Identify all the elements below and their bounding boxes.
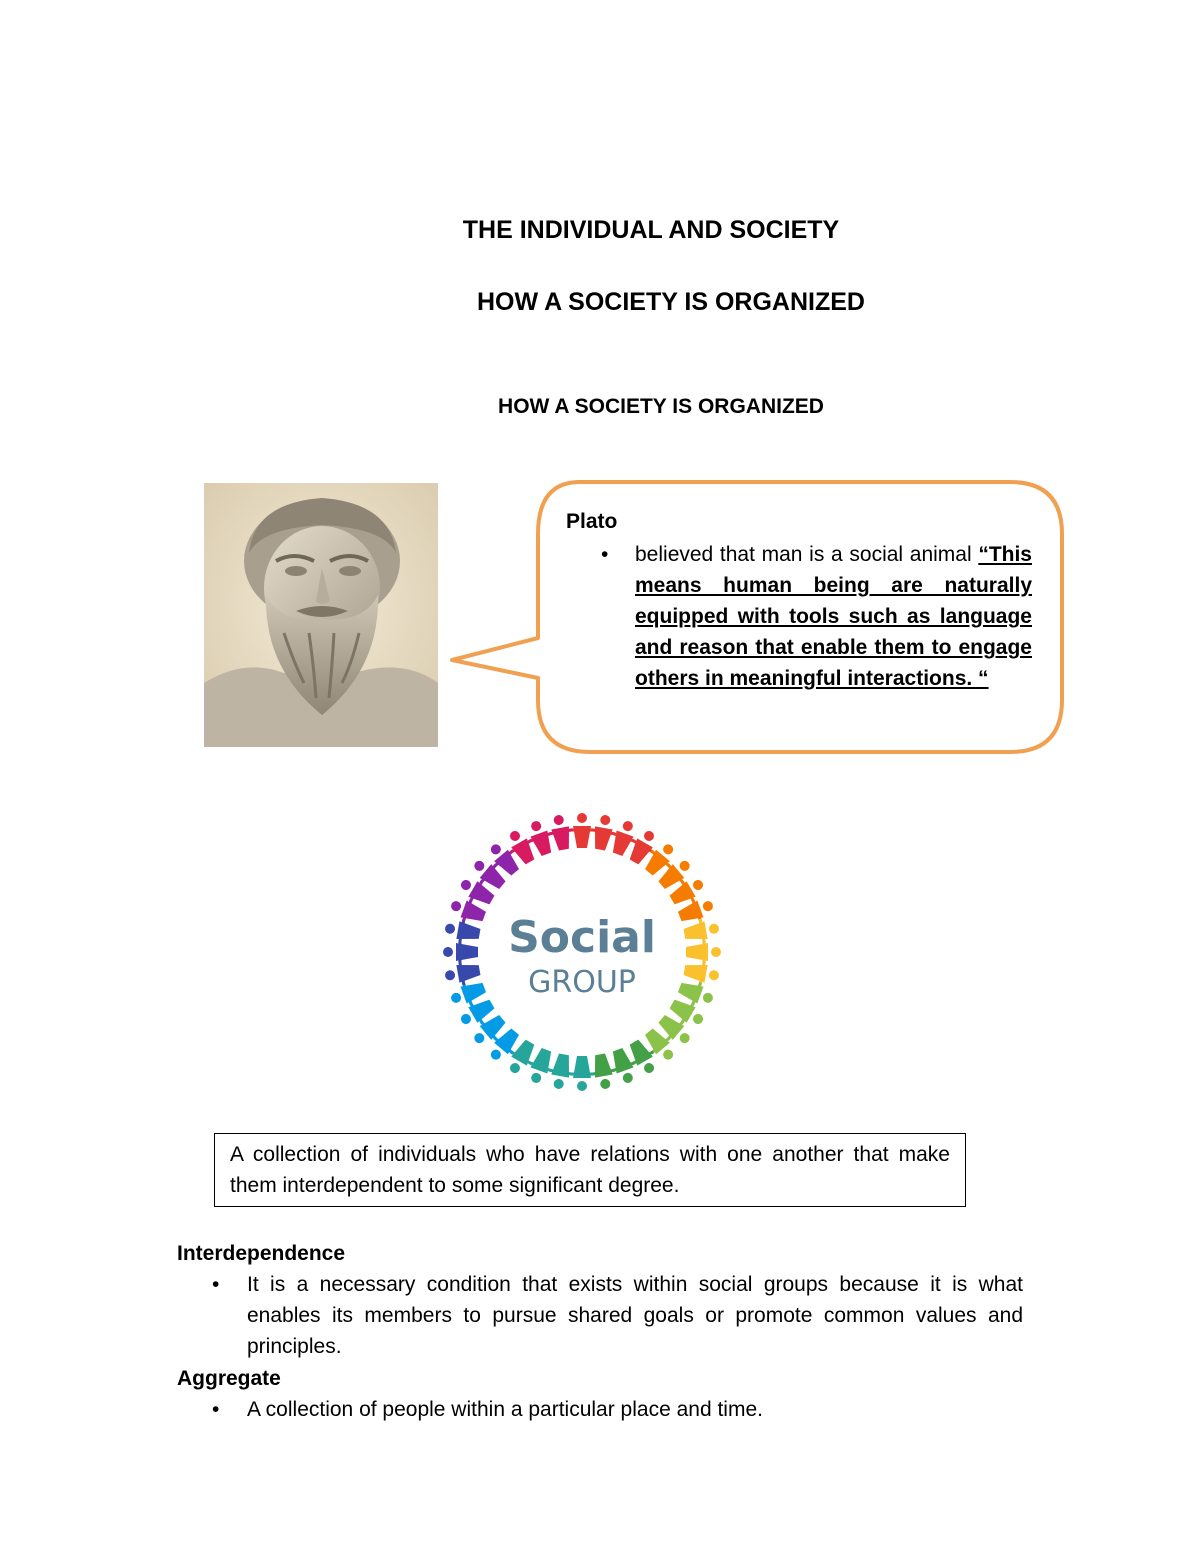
section-aggregate: [177, 1363, 1023, 1425]
social-group-logo: [436, 806, 728, 1098]
person-figure: [570, 813, 594, 848]
person-figure: [682, 916, 721, 946]
section-heading: Interdependence: [177, 1242, 346, 1265]
person-figure: [570, 1056, 594, 1091]
bullet-list: [177, 1394, 1023, 1425]
plato-quote: “This means human being are naturally equipped with tools such as language and reason that enable them to engage others in meaningful interactions. “: [635, 543, 1032, 690]
person-figure: [686, 940, 721, 964]
plato-bullet-list: [566, 539, 1032, 694]
subsection-title: HOW A SOCIETY IS ORGANIZED: [498, 395, 824, 418]
list-item: [566, 539, 1032, 694]
section-heading: Aggregate: [177, 1367, 281, 1390]
bullet-icon: •: [212, 1273, 220, 1296]
logo-word-group: GROUP: [528, 965, 636, 1000]
definition-box: A collection of individuals who have relations with one another that make them interdependent to some significant degree.: [214, 1133, 966, 1207]
bullet-list: [177, 1269, 1023, 1362]
person-figure: [588, 1052, 618, 1091]
person-figure: [546, 813, 576, 852]
list-item-text: It is a necessary condition that exists within social groups because it is what enables its members to pursue shared goals or promote common values and principles.: [247, 1273, 1023, 1358]
bullet-icon: •: [601, 543, 609, 566]
plato-heading: Plato: [566, 510, 618, 533]
list-item-text: A collection of people within a particular place and time.: [247, 1398, 763, 1421]
plato-portrait-image: [204, 483, 438, 747]
logo-word-social: Social: [508, 912, 656, 963]
list-item: [177, 1269, 1023, 1362]
plato-statement: believed that man is a social animal: [635, 543, 972, 566]
section-title: HOW A SOCIETY IS ORGANIZED: [477, 288, 865, 316]
section-interdependence: [177, 1238, 1023, 1362]
plato-quote-box: [566, 506, 1032, 694]
person-figure: [443, 958, 482, 988]
document-title: THE INDIVIDUAL AND SOCIETY: [462, 216, 840, 244]
person-figure: [443, 940, 478, 964]
bullet-icon: •: [212, 1398, 220, 1421]
list-item: [177, 1394, 1023, 1425]
